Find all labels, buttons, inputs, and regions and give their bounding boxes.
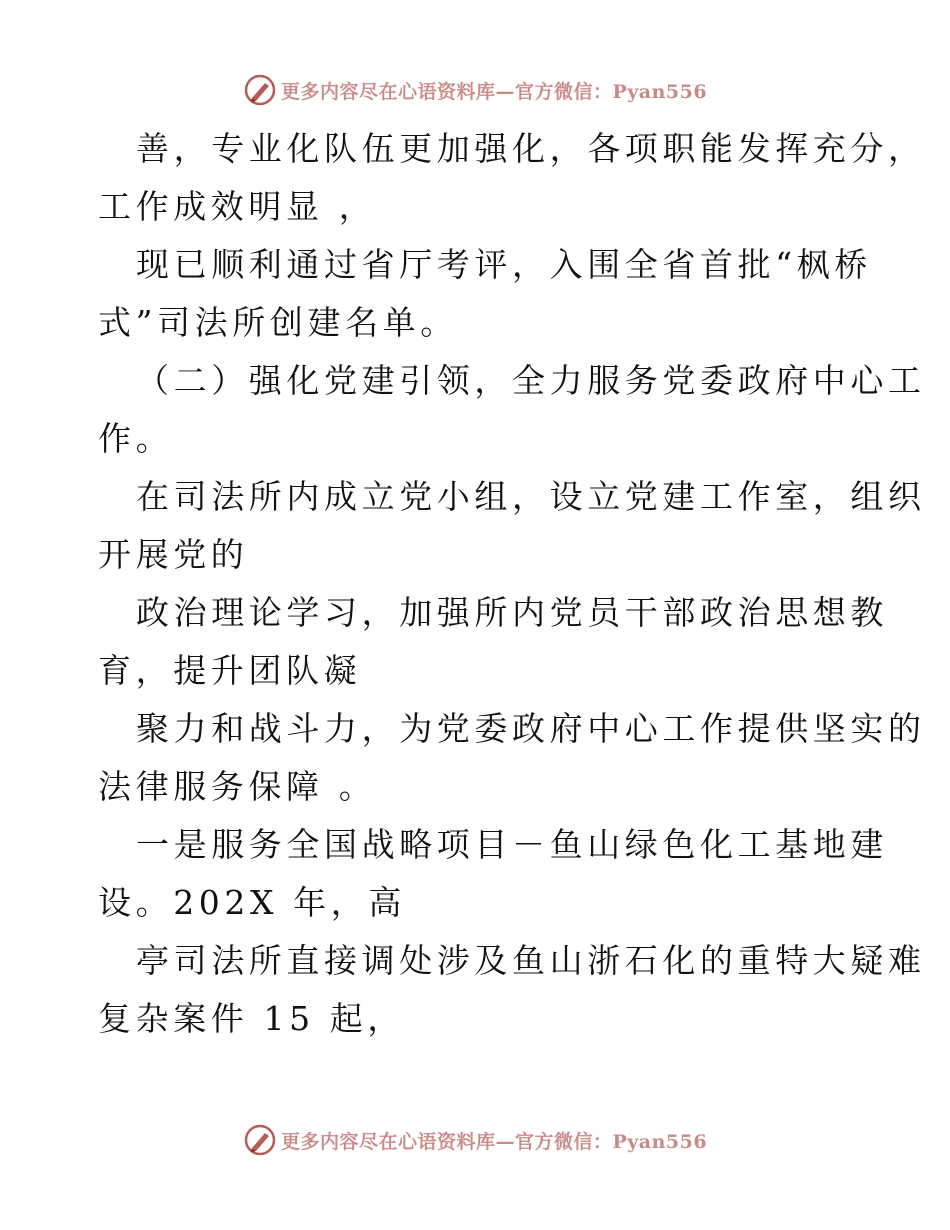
watermark-text: 更多内容尽在心语资料库—官方微信：Pyan556 [280,1130,708,1153]
text-line: 聚力和战斗力，为党委政府中心工作提供坚实的 [136,709,926,748]
text-line: 育，提升团队凝 [98,651,362,690]
pen-logo-icon [243,1123,277,1157]
text-line: 作。 [98,419,174,458]
text-line: 式”司法所创建名单。 [98,303,458,342]
text-line: 法律服务保障 。 [98,767,377,806]
text-line: 政治理论学习，加强所内党员干部政治思想教 [136,593,888,632]
text-line: 工作成效明显 ， [98,187,377,226]
document-body [98,120,926,1048]
text-line: 复杂案件 15 起， [98,999,405,1038]
text-line: 在司法所内成立党小组，设立党建工作室，组织 [136,477,926,516]
text-line: （二）强化党建引领，全力服务党委政府中心工 [136,361,926,400]
text-line: 设。202X 年，高 [98,883,406,922]
watermark-text: 更多内容尽在心语资料库—官方微信：Pyan556 [280,80,708,103]
text-line: 善，专业化队伍更加强化，各项职能发挥充分， [136,129,926,168]
text-line: 一是服务全国战略项目－鱼山绿色化工基地建 [136,825,888,864]
pen-logo-icon [243,73,277,107]
text-line: 亭司法所直接调处涉及鱼山浙石化的重特大疑难 [136,941,926,980]
header-watermark [0,70,950,110]
footer-watermark [0,1120,950,1160]
text-line: 现已顺利通过省厅考评，入围全省首批“枫桥 [136,245,872,284]
text-line: 开展党的 [98,535,249,574]
